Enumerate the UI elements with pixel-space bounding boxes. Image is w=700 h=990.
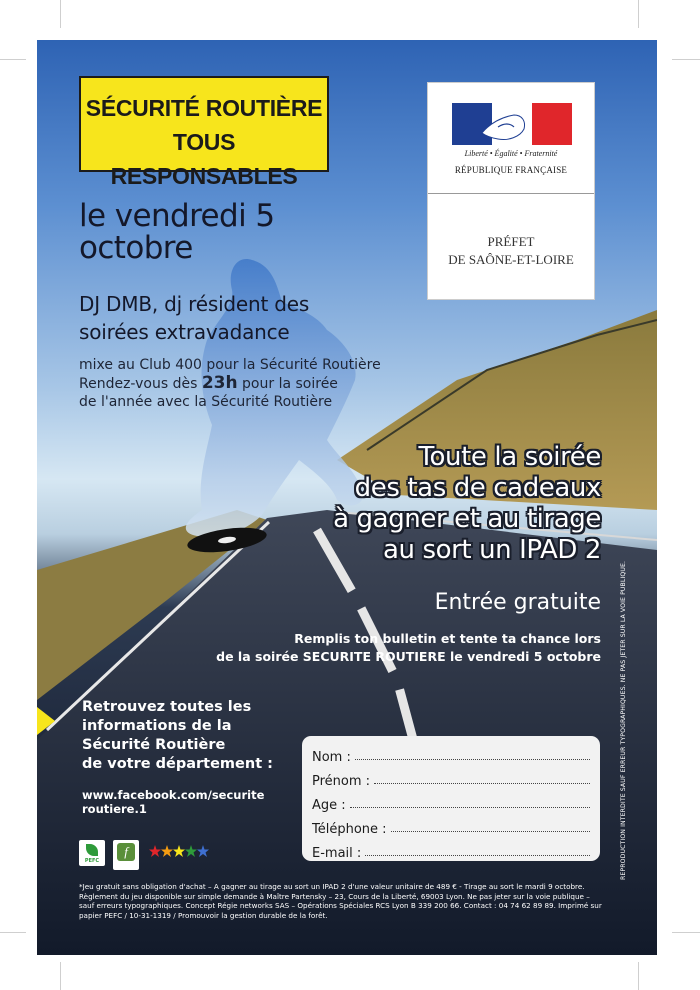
form-line-nom[interactable] xyxy=(355,759,590,760)
form-label-age: Age : xyxy=(312,798,346,813)
date-line-1: le vendredi 5 xyxy=(79,198,275,234)
bulletin-line-1: Remplis ton bulletin et tente ta chance lors xyxy=(294,631,601,646)
prefet-line-1: PRÉFET xyxy=(487,234,535,249)
prefet-line-2: DE SAÔNE-ET-LOIRE xyxy=(448,252,574,267)
legal-notice: *Jeu gratuit sans obligation d'achat – A gagner au tirage au sort un IPAD 2 d'une valeur unitaire de 489 € - Tirage au sort le mardi 9 octobre. Règlement du jeu disponible sur simple demande à Maître Partensky – 23, Cours de la Liberté, 69003 Lyon. Ne pas jeter sur la voie publique – sauf erreurs typographiques. Concept Régie networks SAS – Opérations Spéciales RCS Lyon B 339 200 66. Contact : 04 74 62 89 89. Imprimé sur papier PEFC / 10-31-1319 / Promouvoir la gestion durable de la forêt. xyxy=(79,882,602,920)
banner-line-1: SÉCURITÉ ROUTIÈRE xyxy=(85,95,323,121)
info-line-3: Sécurité Routière xyxy=(82,737,226,753)
yellow-arrow-icon xyxy=(37,707,55,735)
form-label-nom: Nom : xyxy=(312,750,351,765)
promo-line-2: des tas de cadeaux xyxy=(354,473,601,503)
bulletin-line-2: de la soirée SECURITE ROUTIERE le vendredi 5 octobre xyxy=(216,649,601,664)
logo-divider xyxy=(428,193,594,194)
pefc-leaf xyxy=(86,844,98,856)
form-line-prenom[interactable] xyxy=(374,783,590,784)
info-line-4: de votre département : xyxy=(82,756,273,772)
poster xyxy=(37,40,657,955)
pefc-caption: PEFC xyxy=(84,858,100,864)
mix-line-2 xyxy=(79,374,419,393)
event-date xyxy=(79,200,379,264)
dj-announcement xyxy=(79,290,399,346)
form-row-email[interactable] xyxy=(312,837,590,861)
form-row-nom[interactable] xyxy=(312,741,590,765)
promo-line-3: à gagner et au tirage xyxy=(333,504,601,534)
mix-line-1: mixe au Club 400 pour la Sécurité Routière xyxy=(79,357,381,373)
info-line-2: informations de la xyxy=(82,718,232,734)
form-line-age[interactable] xyxy=(350,807,590,808)
marianne-flag-icon xyxy=(452,103,572,145)
republic-name: RÉPUBLIQUE FRANÇAISE xyxy=(454,165,568,175)
info-line-1: Retrouvez toutes les xyxy=(82,699,252,715)
promo-line-1: Toute la soirée xyxy=(418,442,601,472)
crop-mark-top-right xyxy=(638,0,639,28)
promo-line-4: au sort un IPAD 2 xyxy=(383,535,601,565)
mix-line-2-start: Rendez-vous dès xyxy=(79,376,198,392)
mix-description xyxy=(79,356,419,411)
form-row-age[interactable] xyxy=(312,789,590,813)
form-label-prenom: Prénom : xyxy=(312,774,371,789)
prefet-label xyxy=(428,233,594,269)
crop-mark-left-bottom xyxy=(0,932,26,933)
vertical-legal-text: REPRODUCTION INTERDITE SAUF ERREUR TYPOGRAPHIQUES. NE PAS JETER SUR LA VOIE PUBLIQUE. xyxy=(620,560,627,880)
prize-headline xyxy=(237,442,601,566)
dj-line-2: soirées extravadance xyxy=(79,320,290,344)
crop-mark-right-top xyxy=(672,59,700,60)
mix-line-2-end: pour la soirée xyxy=(242,376,338,392)
forest-logo-icon xyxy=(113,840,139,870)
crop-mark-bottom-left xyxy=(60,962,61,990)
facebook-link[interactable]: www.facebook.com/securite routiere.1 xyxy=(82,788,265,816)
stars-logo-icon xyxy=(149,844,209,860)
free-entry: Entrée gratuite xyxy=(434,590,601,615)
dj-line-1: DJ DMB, dj résident des xyxy=(79,292,310,316)
form-row-telephone[interactable] xyxy=(312,813,590,837)
crop-mark-left-top xyxy=(0,59,26,60)
certification-logos xyxy=(79,840,219,874)
form-line-email[interactable] xyxy=(365,855,590,856)
crop-mark-right-bottom xyxy=(672,932,700,933)
securite-routiere-banner xyxy=(79,76,329,189)
form-row-prenom[interactable] xyxy=(312,765,590,789)
date-line-2: octobre xyxy=(79,230,193,266)
vertical-legal-note xyxy=(620,500,630,880)
form-line-telephone[interactable] xyxy=(391,831,590,832)
form-label-email: E-mail : xyxy=(312,846,362,861)
form-label-telephone: Téléphone : xyxy=(312,822,387,837)
mix-line-3: de l'année avec la Sécurité Routière xyxy=(79,394,333,410)
banner-line-2: TOUS RESPONSABLES xyxy=(110,129,298,189)
forest-leaf-icon: f xyxy=(117,843,135,861)
pefc-logo-icon xyxy=(79,840,105,866)
crop-mark-bottom-right xyxy=(638,962,639,990)
prefecture-logo-box xyxy=(427,82,595,300)
entry-form xyxy=(302,736,600,861)
info-block xyxy=(82,698,292,774)
bulletin-instructions xyxy=(207,630,601,666)
republic-motto: Liberté • Égalité • Fraternité xyxy=(464,149,558,158)
crop-mark-top-left xyxy=(60,0,61,28)
mix-time: 23h xyxy=(201,373,238,393)
